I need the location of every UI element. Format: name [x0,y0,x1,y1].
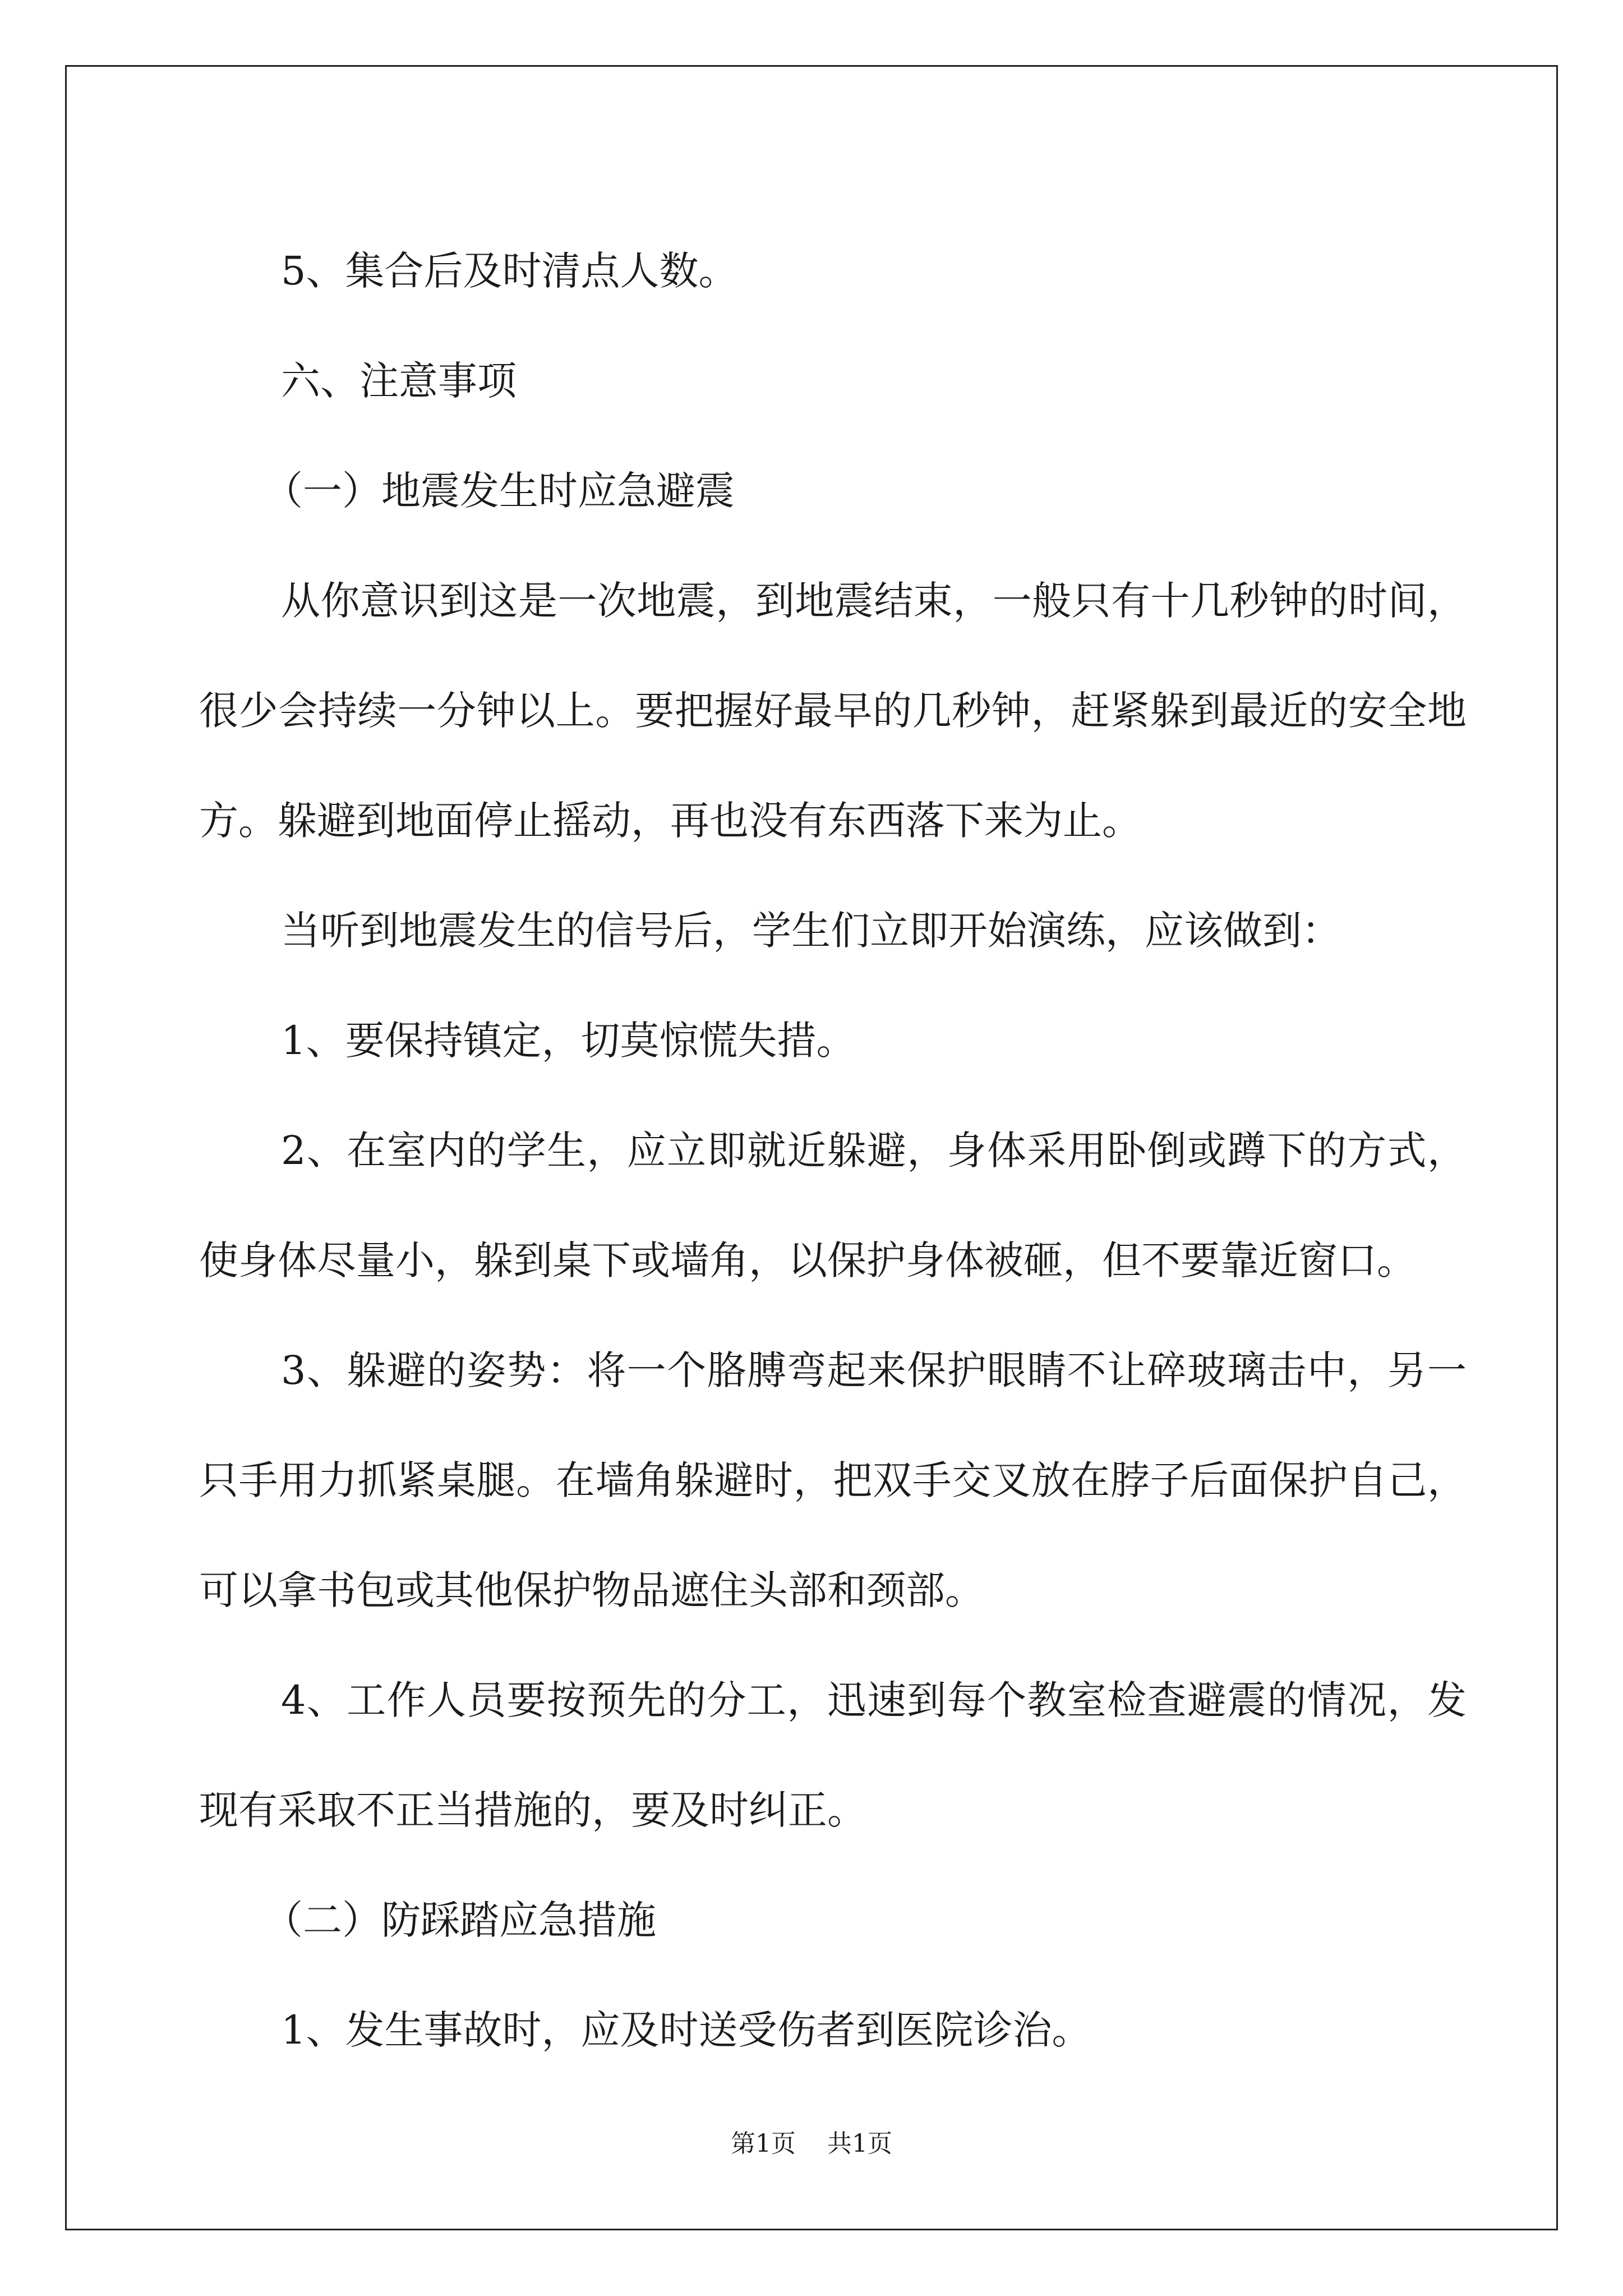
page-number-total: 共1页 [827,2129,892,2158]
page-number-current: 第1页 [731,2129,796,2158]
paragraph-signal: 当听到地震发生的信号后，学生们立即开始演练，应该做到： [281,908,1341,954]
document-body [199,216,1467,2085]
paragraph-stampede-item-1: 1、发生事故时，应及时送受伤者到医院诊治。 [281,2007,1091,2053]
paragraph-item-2: 2、在室内的学生，应立即就近躲避，身体采用卧倒或蹲下的方式，使身体尽量小，躲到桌下或墙角，以保护身体被砸，但不要靠近窗口。 [199,1128,1467,1283]
paragraph-item-3: 3、躲避的姿势：将一个胳膊弯起来保护眼睛不让碎玻璃击中，另一只手用力抓紧桌腿。在墙角躲避时，把双手交叉放在脖子后面保护自己，可以拿书包或其他保护物品遮住头部和颈部。 [199,1347,1467,1613]
paragraph-item-4: 4、工作人员要按预先的分工，迅速到每个教室检查避震的情况，发现有采取不正当措施的，要及时纠正。 [199,1677,1467,1833]
subsection-heading-stampede: （二）防踩踏应急措施 [264,1897,656,1943]
paragraph-item-1: 1、要保持镇定，切莫惊慌失措。 [281,1018,856,1064]
section-heading-notes: 六、注意事项 [281,358,517,404]
subsection-heading-earthquake: （一）地震发生时应急避震 [264,468,735,514]
paragraph-item-5: 5、集合后及时清点人数。 [281,248,738,294]
page-footer [0,2123,1623,2159]
paragraph-earthquake-intro: 从你意识到这是一次地震，到地震结束，一般只有十几秒钟的时间，很少会持续一分钟以上。要把握好最早的几秒钟，赶紧躲到最近的安全地方。躲避到地面停止摇动，再也没有东西落下来为止。 [199,578,1467,844]
